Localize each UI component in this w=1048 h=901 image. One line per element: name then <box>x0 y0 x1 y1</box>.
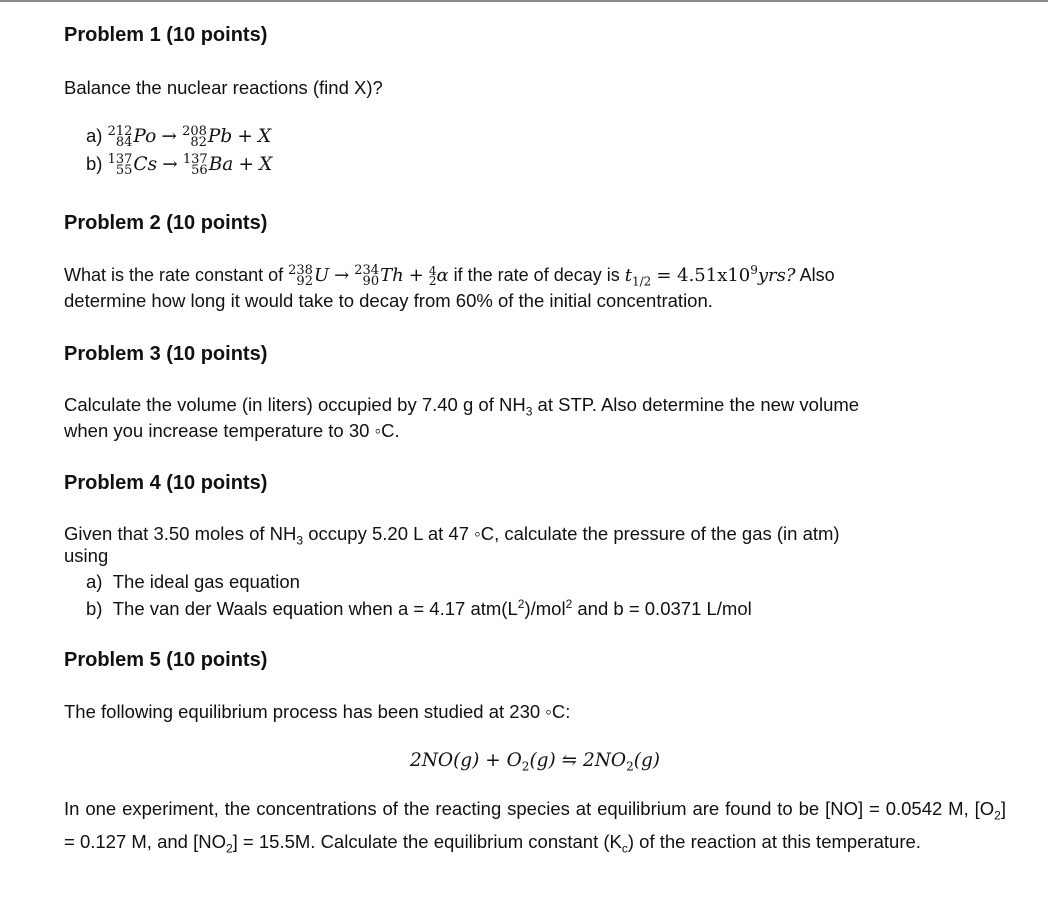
problem1-prompt: Balance the nuclear reactions (find X)? <box>64 77 383 98</box>
ba-symbol: Ba <box>208 154 234 175</box>
problem5-intro: The following equilibrium process has been studied at 230 ◦C: <box>64 701 571 722</box>
plus-sign: + <box>238 154 254 175</box>
reaction-b-label: b) <box>86 153 103 174</box>
arrow-icon: → <box>162 154 178 175</box>
problem1-reaction-a <box>86 124 272 151</box>
problem3-line1: Calculate the volume (in liters) occupied by 7.40 g of $NH_3$ at STP. Also determine the new volume <box>64 394 860 419</box>
problem1-reaction-b <box>86 152 273 179</box>
arrow-icon: → <box>334 265 350 286</box>
pb-nuclide-numbers: 208 82 <box>182 124 207 151</box>
problem5-heading: Problem 5 (10 points) <box>64 649 268 671</box>
u-symbol: U <box>313 265 330 286</box>
alpha-symbol: α <box>436 265 449 286</box>
problem4-item-a: a) The ideal gas equation <box>86 571 300 592</box>
unknown-x: X <box>257 126 272 147</box>
pb-symbol: Pb <box>207 126 233 147</box>
unknown-x: X <box>259 154 273 175</box>
problem5-paragraph: In one experiment, the concentrations of the reacting species at equilibrium are found to be [NO] = 0.0542 M, $[O_2] = 0.127$ M, and $[NO_2] = 15.5M$. Calculate the equilibrium constant $(K_c)$ of the reaction at this temperature. <box>64 798 1006 856</box>
reaction-a-label: a) <box>86 125 103 146</box>
top-border <box>0 0 1048 2</box>
cs-nuclide-numbers: 137 55 <box>107 152 133 179</box>
problem3-heading: Problem 3 (10 points) <box>64 343 268 365</box>
problem2-line2: determine how long it would take to decay from 60% of the initial concentration. <box>64 290 713 311</box>
po-symbol: Po <box>133 126 157 147</box>
problem5-equation: $2NO(g) + O_2(g)$ ⇋ $2NO_2(g)$ <box>409 750 661 774</box>
problem3-line2: when you increase temperature to 30 ◦C. <box>64 420 400 441</box>
cs-symbol: Cs <box>133 154 158 175</box>
problem4-line1: Given that 3.50 moles of $NH_3$ occupy 5.20 L at 47 ◦C, calculate the pressure of the gas (in atm) <box>64 523 840 548</box>
problem2-line1: What is the rate constant of 238 92 U → 234 90 Th + 4 2 α if the rate of decay is $t_{1/2} = 4.51x10^9yrs$? Also <box>64 263 835 290</box>
plus-sign: + <box>237 126 253 147</box>
problem4-heading: Problem 4 (10 points) <box>64 472 268 494</box>
th-nuclide-numbers: 234 90 <box>354 263 380 290</box>
u-nuclide-numbers: 238 92 <box>288 263 313 290</box>
problem1-heading: Problem 1 (10 points) <box>64 24 268 46</box>
problem2-heading: Problem 2 (10 points) <box>64 212 268 234</box>
po-nuclide-numbers: 212 84 <box>107 124 133 151</box>
half-life: $t_{1/2}$ <box>624 265 652 289</box>
ba-nuclide-numbers: 137 56 <box>182 152 208 179</box>
problem4-item-b: b) The van der Waals equation when a = 4.17 $atm(L^2)/mol^2$ and b = 0.0371 L/mol <box>86 597 752 620</box>
arrow-icon: → <box>161 126 177 147</box>
alpha-nuclide-numbers: 4 2 <box>428 264 437 289</box>
th-symbol: Th <box>380 265 404 286</box>
problem4-line2: using <box>64 545 109 566</box>
half-life-value: = $4.51x10^9yrs$? <box>656 263 796 286</box>
